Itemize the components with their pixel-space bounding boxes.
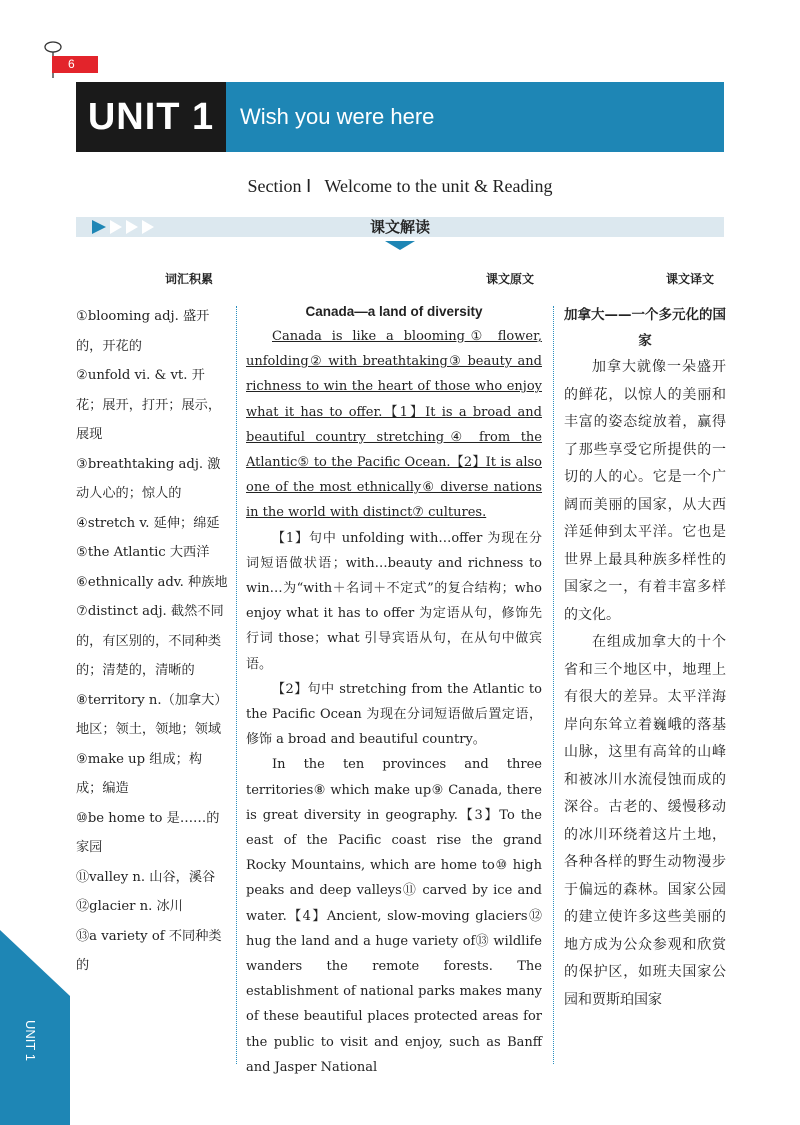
vocab-item: ⑥ethnically adv. 种族地 [76, 574, 228, 590]
translation-header: 课文译文 [666, 272, 715, 286]
vocab-item: ①blooming adj. 盛开的，开花的 [76, 309, 210, 354]
unit-header [76, 82, 724, 152]
translation-paragraph: 加拿大就像一朵盛开的鲜花，以惊人的美丽和丰富的姿态绽放着，赢得了那些享受它所提供的一切的人的心。它是一个广阔而美丽的国家，从大西洋延伸到太平洋。它也是世界上最具种族多样性的国家之一，有着丰富多样的文化。 [564, 359, 726, 623]
unit-label: UNIT 1 [76, 82, 226, 152]
translation-title: 加拿大——一个多元化的国家 [564, 307, 726, 349]
text-header: 课文原文 [486, 272, 535, 286]
vocab-list [76, 302, 228, 981]
column-divider [553, 306, 554, 1064]
text-note: 【1】句中 unfolding with…offer 为现在分词短语做状语；with…beauty and richness to win…为“with＋名词＋不定式”的复合结构；who enjoy what it has to offer 为定语从句，修饰先行词 those；what 引导宾语从句，在从句中做宾语。 [246, 530, 542, 672]
text-paragraph: Canada is like a blooming① flower, unfolding② with breathtaking③ beauty and richness to win the heart of those who enjoy what it has to offer.【1】It is a broad and beautiful country stretching④ from the Atlantic⑤ to the Pacific Ocean.【2】It is also one of the most ethnically⑥ diverse nations in the world with distinct⑦ cultures. [246, 329, 542, 521]
vocab-item: ②unfold vi. & vt. 开花；展开，打开；展示，展现 [76, 368, 222, 442]
unit-title: Wish you were here [240, 104, 435, 129]
vocab-item: ⑬a variety of 不同种类的 [76, 928, 222, 973]
original-text [246, 302, 542, 1080]
vocab-item: ⑤the Atlantic 大西洋 [76, 545, 210, 560]
vocab-item: ④stretch v. 延伸；绵延 [76, 515, 220, 531]
section-title: Section Ⅰ Welcome to the unit & Reading [247, 176, 553, 196]
vocab-item: ⑫glacier n. 冰川 [76, 899, 183, 914]
column-divider [236, 306, 237, 1064]
vocab-header: 词汇积累 [165, 272, 214, 286]
text-paragraph: In the ten provinces and three territories⑧ which make up⑨ Canada, there is great diversity in geography.【3】To the east of the Pacific coast rise the grand Rocky Mountains, which are home to⑩ high peaks and deep valleys⑪ carved by ice and water.【4】Ancient, slow-moving glaciers⑫ hug the land and a huge variety of⑬ wildlife wanders the remote forests. The establishment of national parks makes many of these beautiful places protected areas for the public to visit and enjoy, such as Banff and Jasper National [246, 757, 542, 1075]
page-number: 6 [52, 56, 98, 73]
vocab-item: ⑩be home to 是……的家园 [76, 810, 220, 855]
vocab-item: ⑦distinct adj. 截然不同的，有区别的，不同种类的；清楚的，清晰的 [76, 604, 224, 678]
vocab-item: ⑧territory n.（加拿大）地区；领土，领地；领域 [76, 692, 228, 737]
vocab-item: ⑪valley n. 山谷，溪谷 [76, 869, 216, 885]
vocab-item: ⑨make up 组成；构成；编造 [76, 751, 203, 796]
translation-text [564, 302, 726, 1014]
text-note: 【2】句中 stretching from the Atlantic to the Pacific Ocean 为现在分词短语做后置定语，修饰 a broad and beautiful country。 [246, 681, 542, 748]
side-unit-label: UNIT 1 [23, 1020, 38, 1061]
triangle-down-icon [385, 241, 415, 251]
vocab-item: ③breathtaking adj. 激动人心的；惊人的 [76, 456, 221, 501]
text-title: Canada—a land of diversity [305, 304, 483, 319]
translation-paragraph: 在组成加拿大的十个省和三个地区中，地理上有很大的差异。太平洋海岸向东耸立着巍峨的落基山脉，这里有高耸的山峰和被冰川水流侵蚀而成的深谷。古老的、缓慢移动的冰川环绕着这片土地，各种各样的野生动物漫步于偏远的森林。国家公园的建立使许多这些美丽的地方成为公众参观和欣赏的保护区，如班夫国家公园和贾斯珀国家 [564, 634, 726, 1008]
banner-title: 课文解读 [369, 218, 430, 236]
